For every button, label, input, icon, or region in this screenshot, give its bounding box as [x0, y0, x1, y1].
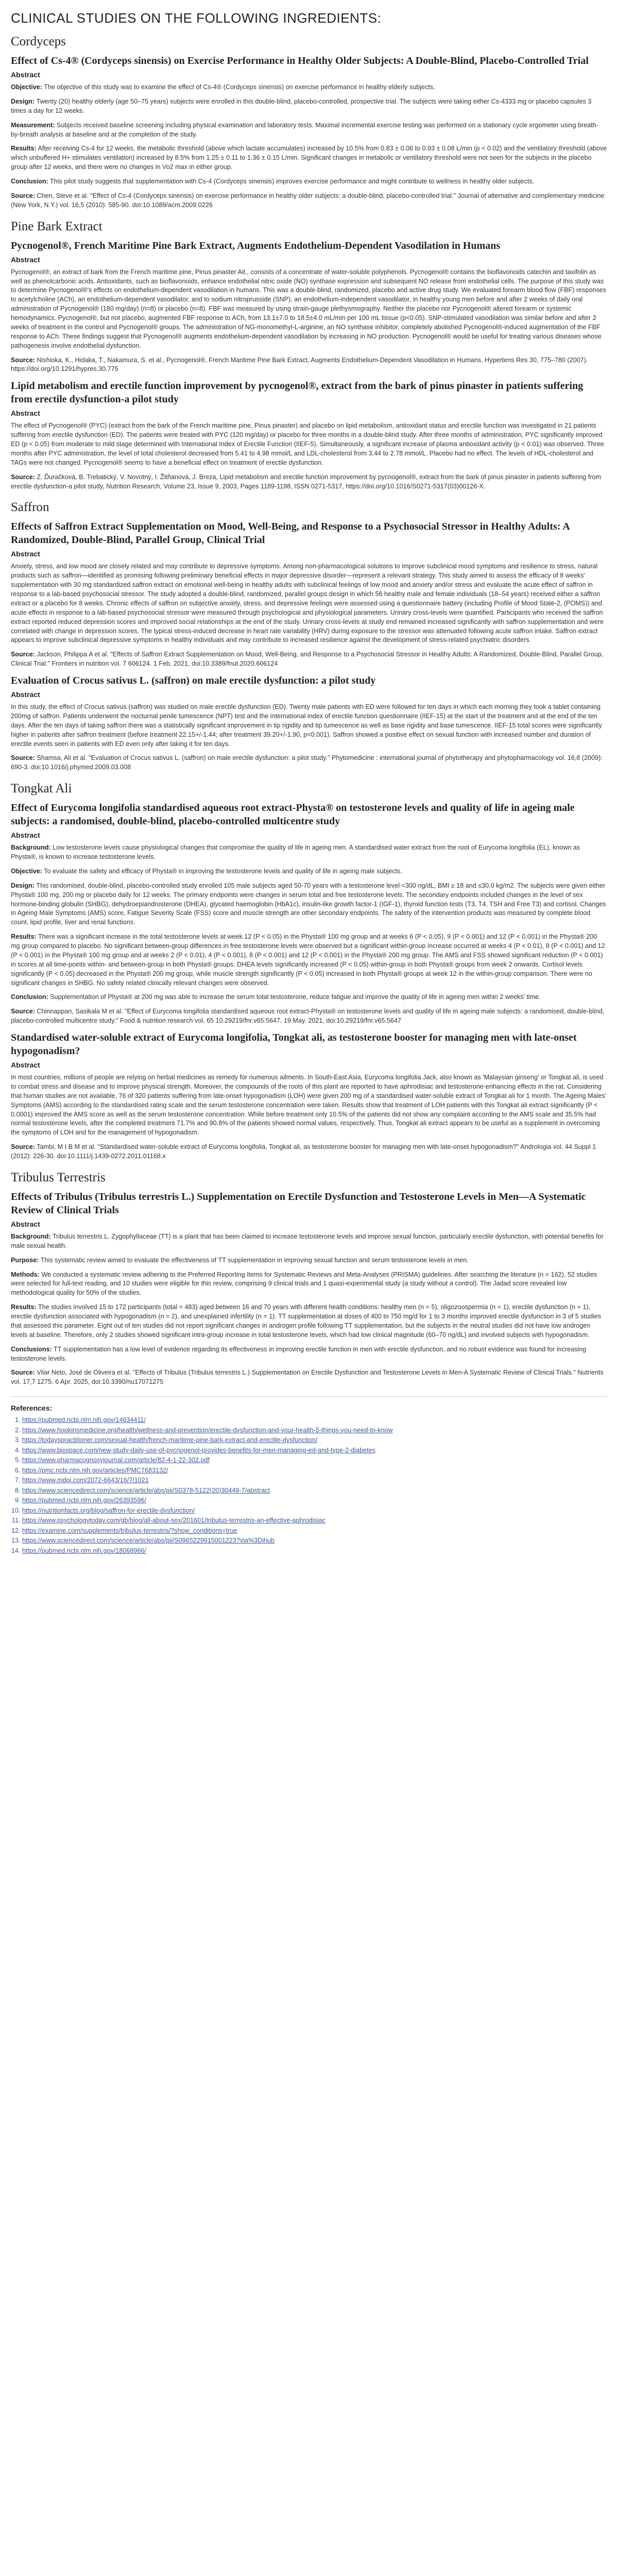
paragraph-text: Jackson, Philippa A et al. "Effects of Saffron Extract Supplementation on Mood, Well-Being, and Response to a Psychosocial Stressor in Healthy Adults: A Randomized, Double-Blind, Parallel Group, Clinical Trial." Frontiers in nutrition vol. 7 606124. 1 Feb. 2021, doi:10.3389/fnut.2020.606124	[11, 651, 604, 668]
reference-item	[22, 1435, 607, 1446]
paragraph-text: To evaluate the safety and efficacy of Physta® in improving the testosterone levels and quality of life in ageing male subjects.	[42, 867, 402, 875]
study-title: Effects of Tribulus (Tribulus terrestris L.) Supplementation on Erectile Dysfunction and Testosterone Levels in Men—A Systematic Review of Clinical Trials	[11, 1191, 586, 1216]
sections-container	[11, 35, 607, 1387]
abstract-paragraph	[11, 703, 607, 749]
paragraph-label: Background:	[11, 1232, 51, 1240]
abstract-heading: Abstract	[11, 1061, 40, 1069]
section-title: Tribulus Terrestris	[11, 1170, 106, 1184]
paragraph-label: Methods:	[11, 1270, 40, 1278]
paragraph-text: In this study, the effect of Crocus sativus (saffron) was studied on male erectile dysfunction (ED). Twenty male patients with ED were followed for ten days in which each morning they took a tablet containing 200mg of saffron. Patients underwent the nocturnal penile tumescence (NPT) test and the international index of erectile function questionnaire (IIEF-15) at the start of the treatment and at the end of the ten days. After the ten days of taking saffron there was a statistically significant improvement in tip rigidity and tip tumescence as well as base rigidity and base tumescence. IIEF-15 total scores were significantly higher in patients after saffron treatment (before treatment 22.15+/-1.44; after treatment 39.20+/-1.90, p<0.001). Saffron showed a positive effect on sexual function with increased number and duration of erectile events seen in patients with ED even only after taking it for ten days.	[11, 703, 602, 748]
abstract-paragraph	[11, 421, 607, 467]
abstract-heading: Abstract	[11, 550, 40, 558]
abstract-paragraph	[11, 993, 607, 1002]
abstract-paragraph	[11, 650, 607, 669]
paragraph-label: Results:	[11, 933, 37, 941]
paragraph-text: Shamsa, Ali et al. "Evaluation of Crocus sativus L. (saffron) on male erectile dysfunction: a pilot study." Phytomedicine : international journal of phytotherapy and phytopharmacology vol. 16,8 (2009): 690-3. doi:10.1016/j.phymed.2009.03.008	[11, 754, 603, 771]
paragraph-text: The objective of this study was to examine the effect of Cs-4® (Cordyceps sinensis) on exercise performance in healthy elderly subjects.	[42, 83, 435, 91]
paragraph-label: Results:	[11, 145, 37, 152]
study-title: Effects of Saffron Extract Supplementation on Mood, Well-Being, and Response to a Psychosocial Stressor in Healthy Adults: A Randomized, Double-Blind, Parallel Group, Clinical Trial	[11, 521, 570, 546]
references-heading: References:	[11, 1404, 53, 1413]
abstract-paragraph	[11, 882, 607, 927]
reference-link[interactable]: https://pubmed.ncbi.nlm.nih.gov/26393596/	[22, 1497, 146, 1504]
abstract-paragraph	[11, 177, 607, 187]
study-title: Effect of Cs-4® (Cordyceps sinensis) on Exercise Performance in Healthy Older Subjects: A Double-Blind, Placebo-Controlled Trial	[11, 55, 589, 66]
reference-link[interactable]: https://todayspractitioner.com/sexual-health/french-maritime-pine-bark-extract-and-erectile-dysfunction/	[22, 1436, 318, 1444]
study	[11, 520, 607, 669]
paragraph-text: Anxiety, stress, and low mood are closely related and may contribute to depressive symptoms. Among non-pharmacological solutions to improve subclinical mood symptoms and resilience to stress, natural products such as saffron—identified as promising following preliminary beneficial effects in major depressive disorder—represent a relevant strategy. This study aimed to assess the efficacy of 8 weeks' supplementation with 30 mg standardized saffron extract on emotional well-being in healthy adults with subclinical feelings of low mood and anxiety and/or stress and evaluate the acute effect of saffron in response to a lab-based psychosocial stressor. The study adopted a double-blind, randomized, parallel groups design in which 56 healthy male and female individuals (18–54 years) received either a saffron extract or a placebo for 8 weeks. Chronic effects of saffron on subjective anxiety, stress, and depressive feelings were assessed using a questionnaire battery (including Profile of Mood State-2, (POMS)) and acute effects in response to a lab-based psychosocial stressor were measured through psychological and physiological parameters. Urinary cross-levels were quantified. Participants who received the saffron extract reported reduced depression scores and improved social relationships at the end of the study. Urinary cross-levels at study end remained increased significantly with saffron supplementation and were correlated with change in depression scores. The typical stress-induced decrease in heart rate variability (HRV) during exposure to the stressor was attenuated following acute saffron intake. Saffron extract appears to improve subclinical depressive symptoms in healthy individuals and may contribute to increased resilience against the development of stress-related psychiatric disorders.	[11, 563, 604, 644]
study	[11, 54, 607, 210]
study-title: Standardised water-soluble extract of Eurycoma longifolia, Tongkat ali, as testosterone booster for managing men with late-onset hypogonadism?	[11, 1032, 577, 1057]
abstract-paragraph	[11, 1143, 607, 1161]
paragraph-label: Conclusion:	[11, 993, 48, 1001]
reference-link[interactable]: https://www.sciencedirect.com/science/article/abs/pii/S0965229915001223?via%3Dihub	[22, 1537, 275, 1545]
abstract-paragraph	[11, 121, 607, 140]
reference-item	[22, 1415, 607, 1426]
reference-link[interactable]: https://www.sciencedirect.com/science/article/abs/pii/S0378-5122(20)30449-7/abstract	[22, 1486, 270, 1494]
paragraph-label: Objective:	[11, 83, 42, 91]
paragraph-text: There was a significant increase in the total testosterone levels at week 12 (P < 0.05) in the Physta® 100 mg group and at weeks 6 (P < 0.05), 9 (P < 0.001) and 12 (P < 0.001) in the Physta® 200 mg group compared to placebo. No significant between-group differences in free testosterone levels were observed but a significant within-group increase occurred at weeks 4 (P < 0.01), 8 (P < 0.001) and 12 (P < 0.001) in the Physta® 100 mg group and at weeks 2 (P < 0.01), 4 (P < 0.001), 8 (P < 0.001) and 12 (P < 0.001) in the Physta® 200 mg group. The AMS and FSS showed significant reduction (P < 0.001) in scores at all time-points within- and between-group in both Physta® groups. DHEA levels significantly increased (P < 0.05) within-group in both Physta® groups from week 2 onwards. Cortisol levels significantly (P < 0.05) decreased in the Physta® 200 mg group, while muscle strength significantly (P < 0.05) increased in both Physta® groups at week 12 in the within-group comparison. There were no significant changes in SHBG. No safety related clinically relevant changes were observed.	[11, 933, 605, 987]
paragraph-text: Twenty (20) healthy elderly (age 50–75 years) subjects were enrolled in this double-blind, placebo-controlled, prospective trial. The subjects were taking either Cs-4333 mg or placebo capsules 3 times a day for 12 weeks.	[11, 97, 592, 114]
paragraph-label: Design:	[11, 97, 35, 105]
paragraph-text: TT supplementation has a low level of evidence regarding its effectiveness in improving erectile function in men with erectile dysfunction, and no robust evidence was found for increasing testosterone levels.	[11, 1345, 587, 1362]
study	[11, 1031, 607, 1161]
study	[11, 239, 607, 375]
abstract-paragraph	[11, 1368, 607, 1387]
abstract-paragraph	[11, 356, 607, 375]
paragraph-label: Source:	[11, 1008, 35, 1015]
paragraph-label: Source:	[11, 754, 35, 762]
abstract-paragraph	[11, 1007, 607, 1026]
paragraph-text: Nishioka, K., Hidaka, T., Nakamura, S. et al., Pycnogenol®, French Maritime Pine Bark Extract, Augments Endothelium-Dependent Vasodilation in Humans. Hypertens Res 30, 775–780 (2007). https://doi.org/10.1291/hypres.30.775	[11, 356, 588, 373]
section-title: Tongkat Ali	[11, 782, 72, 796]
abstract-paragraph	[11, 473, 607, 492]
paragraph-text: Pycnogenol®, an extract of bark from the French maritime pine, Pinus pinaster Ait., consists of a concentrate of water-soluble polyphenols. Pycnogenol® contains the bioflavonoids catechin and taxifolin as well as phenolcarbonic acids. Antioxidants, such as bioflavonoids, enhance endothelial nitric oxide (NO) synthase expression and subsequent NO release from endothelial cells. The purpose of this study was to determine Pycnogenol®'s effects on endothelium-dependent vasodilation in humans. This was a double-blind, randomized, placebo and active drug study. We evaluated forearm blood flow (FBF) responses to acetylcholine (ACh), an endothelium-dependent vasodilator, and to sodium nitroprusside (SNP), an endothelium-independent vasodilator, in healthy young men before and after 2 weeks of daily oral administration of Pycnogenol® (180 mg/day) (n=8) or placebo (n=8). FBF was measured by using strain-gauge plethysmography. Neither the placebo nor Pycnogenol® altered forearm or systemic hemodynamics. Pycnogenol®, but not placebo, augmented FBF response to ACh, from 13.1±7.0 to 18.5±4.0 mL/min per 100 mL tissue (p<0.05). SNP-stimulated vasodilation was similar before and after 2 weeks of treatment in the control and Pycnogenol® groups. The administration of NG-monomethyl-L-arginine, an NO synthase inhibitor, completely abolished Pycnogenol®-induced augmentation of the FBF response to ACh. These findings suggest that Pycnogenol® augments endothelium-dependent vasodilation by increasing in NO production. Pycnogenol® would be useful for treating various diseases whose pathogenesis involve endothelial dysfunction.	[11, 268, 607, 349]
abstract-paragraph	[11, 933, 607, 988]
reference-link[interactable]: https://pubmed.ncbi.nlm.nih.gov/14634411/	[22, 1416, 146, 1424]
study-title: Effect of Eurycoma longifolia standardised aqueous root extract-Physta® on testosterone levels and quality of life in ageing male subjects: a randomised, double-blind, placebo-controlled multicentre study	[11, 802, 575, 827]
reference-item	[22, 1455, 607, 1466]
paragraph-text: The studies involved 15 to 172 participants (total = 483) aged between 16 and 70 years with different health conditions: healthy men (n = 5), oligozoospermia (n = 1), erectile dysfunction (n = 1), erectile dysfunction associated with hypogonadism (n = 2), and unexplained infertility (n = 1). TT supplementation at doses of 400 to 750 mg/d for 1 to 3 months improved erectile dysfunction in 3 of 5 studies that assessed this parameter. Eight out of ten studies did not report significant changes in androgen profile following TT supplementation, but the subjects in the neutral studies did not have low androgen levels at baseline. Therefore, only 2 studies showed significant intra-group increase in total testosterone levels, which had low clinical magnitude (60–70 ng/dL) and involved subjects with hypogonadism.	[11, 1303, 602, 1338]
abstract-heading: Abstract	[11, 409, 40, 418]
paragraph-label: Background:	[11, 844, 51, 852]
study	[11, 379, 607, 491]
section-title: Saffron	[11, 500, 49, 515]
abstract-paragraph	[11, 97, 607, 116]
abstract-paragraph	[11, 1345, 607, 1364]
reference-link[interactable]: https://www.hopkinsmedicine.org/health/wellness-and-prevention/erectile-dysfunction-and-your-health-5-things-you-need-to-know	[22, 1426, 393, 1434]
paragraph-label: Source:	[11, 192, 35, 199]
paragraph-text: Vilar Neto, José de Oliveira et al. "Effects of Tribulus (Tribulus terrestris L.) Supplementation on Erectile Dysfunction and Testosterone Levels in Men-A Systematic Review of Clinical Trials." Nutrients vol. 17,7 1275. 6 Apr. 2025, doi:10.3390/nu17071275	[11, 1369, 604, 1386]
reference-item	[22, 1486, 607, 1496]
reference-item	[22, 1536, 607, 1546]
abstract-paragraph	[11, 1232, 607, 1251]
references-divider	[11, 1396, 607, 1397]
reference-link[interactable]: https://pmc.ncbi.nlm.nih.gov/articles/PMC7683132/	[22, 1466, 168, 1474]
paragraph-text: This randomised, double-blind, placebo-controlled study enrolled 105 male subjects aged 50-70 years with a testosterone level <300 ng/dL, BMI ≥ 18 and ≤30.0 kg/m2. The subjects were given either Physta® 100 mg, 200 mg or placebo daily for 12 weeks. The primary endpoints were changes in serum total and free testosterone levels. The secondary endpoints included changes in the level of sex hormone-binding globulin (SHBG), dehydroepiandrosterone (DHEA), glycated haemoglobin (HbA1c), insulin-like growth factor-1 (IGF-1), thyroid function tests (T3, T4, TSH and Free T3) and cortisol. Changes in Ageing Male Symptoms (AMS) score, Fatigue Severity Scale (FSS) score and muscle strength are other secondary endpoints. The safety of the intervention products was measured by complete blood count, lipid profile, liver and renal functions.	[11, 882, 606, 926]
study-title: Lipid metabolism and erectile function improvement by pycnogenol®, extract from the bark of pinus pinaster in patients suffering from erectile dysfunction-a pilot study	[11, 380, 583, 405]
paragraph-label: Source:	[11, 356, 35, 364]
reference-link[interactable]: https://www.psychologytoday.com/gb/blog/all-about-sex/201601/tribulus-terrestris-an-effective-aphrodisiac	[22, 1517, 325, 1524]
paragraph-text: This systematic review aimed to evaluate the effectiveness of TT supplementation in improving sexual function and serum testosterone levels in men.	[39, 1256, 469, 1264]
reference-item	[22, 1466, 607, 1476]
paragraph-label: Purpose:	[11, 1256, 39, 1264]
reference-item	[22, 1546, 607, 1556]
paragraph-text: Z. Ďuračková, B. Trebatický, V. Novotný, I. Žitňanová, J. Breza, Lipid metabolism and erectile function improvement by pycnogenol®, extract from the bark of pinus pinaster in patients suffering from erectile dysfunction-a pilot study, Nutrition Research, Volume 23, Issue 9, 2003, Pages 1189-1198, ISSN 0271-5317, https://doi.org/10.1016/S0271-5317(03)00126-X.	[11, 473, 602, 490]
paragraph-label: Source:	[11, 473, 35, 481]
paragraph-text: This pilot study suggests that supplementation with Cs-4 (Cordyceps sinensis) improves exercise performance and might contribute to wellness in healthy older subjects.	[48, 178, 535, 185]
abstract-heading: Abstract	[11, 690, 40, 699]
references-list	[11, 1415, 607, 1556]
paragraph-text: Tambi, M I B M et al. "Standardised water-soluble extract of Eurycoma longifolia, Tongkat ali, as testosterone booster for managing men with late-onset hypogonadism?" Andrologia vol. 44 Suppl 1 (2012): 226-30. doi:10.1111/j.1439-0272.2011.01168.x	[11, 1143, 596, 1160]
paragraph-text: Chen, Steve et al. "Effect of Cs-4 (Cordyceps sinensis) on exercise performance in healthy older subjects: a double-blind, placebo-controlled trial." Journal of alternative and complementary medicine (New York, N.Y.) vol. 16,5 (2010): 585-90. doi:10.1089/acm.2009.0226	[11, 192, 605, 209]
study	[11, 801, 607, 1026]
abstract-paragraph	[11, 268, 607, 351]
abstract-paragraph	[11, 1073, 607, 1138]
paragraph-text: Supplementation of Physta® at 200 mg was able to increase the serum total testosterone, reduce fatigue and improve the quality of life in ageing men within 2 weeks' time.	[48, 993, 541, 1001]
paragraph-label: Source:	[11, 1369, 35, 1377]
reference-item	[22, 1426, 607, 1436]
reference-item	[22, 1476, 607, 1486]
paragraph-label: Results:	[11, 1303, 37, 1311]
paragraph-label: Conclusions:	[11, 1345, 52, 1353]
study	[11, 674, 607, 772]
paragraph-text: We conducted a systematic review adhering to the Preferred Reporting Items for Systematic Reviews and Meta-Analyses (PRISMA) guidelines. After searching the literature (n = 162), 52 studies were selected for full-text reading, and 10 studies were eligible for this review, comprising 9 clinical trials and 1 quasi-experimental study (a study without a control). The Jadad score revealed low methodological quality for 50% of the studies.	[11, 1270, 597, 1297]
reference-item	[22, 1506, 607, 1516]
study-title: Evaluation of Crocus sativus L. (saffron) on male erectile dysfunction: a pilot study	[11, 675, 376, 686]
paragraph-text: The effect of Pycnogenol® (PYC) (extract from the bark of the French maritime pine, Pinus pinaster) and placebo on lipid metabolism, antioxidant status and erectile function was investigated in 21 patients suffering from erectile dysfunction (ED). The patients were treated with PYC (120 mg/day) or placebo for three months in a double-blind study. After three months of administration, PYC significantly improved ED (p < 0.05) from moderate to mild stage determined with International Index of Erectile Function (IIEF-5). Simultaneously, a significant increase of plasma antioxidant activity (p < 0.01) was observed. Three months after PYC administration, the level of total cholesterol decreased from 5.41 to 4.98 mmol/L and LDL-cholesterol from 3.44 to 2.78 mmol/L. Placebo had no effect. The levels of HDL-cholesterol and TAGs were not changed. Pycnogenol® seems to have a beneficial effect on treatment of erectile dysfunction.	[11, 422, 604, 466]
paragraph-label: Conclusion:	[11, 178, 48, 185]
abstract-paragraph	[11, 754, 607, 772]
paragraph-text: Tribulus terrestris L. Zygophyllaceae (TT) is a plant that has been claimed to increase testosterone levels and improve sexual function, particularly erectile dysfunction, with potential benefits for male sexual health.	[11, 1232, 604, 1249]
abstract-paragraph	[11, 144, 607, 172]
abstract-paragraph	[11, 562, 607, 645]
study	[11, 1190, 607, 1387]
abstract-heading: Abstract	[11, 255, 40, 264]
abstract-paragraph	[11, 843, 607, 862]
abstract-paragraph	[11, 1256, 607, 1265]
paragraph-text: Subjects received baseline screening including physical examination and laboratory tests. Maximal incremental exercise testing was performed on a stationary cycle ergometer using breath-by-breath analysis at baseline and at the completion of the study.	[11, 121, 598, 138]
abstract-paragraph	[11, 867, 607, 876]
paragraph-text: In most countries, millions of people are relying on herbal medicines as remedy for numerous ailments. In South-East Asia, Eurycoma longifolia Jack, also known as 'Malaysian ginseng' or Tongkat ali, is used to combat stress and disease and to improve physical strength. Moreover, the compounds of the roots of this plant are reported to have aphrodisiac and testosterone-enhancing effects in the rat. Considering that human studies are not available, 76 of 320 patients suffering from late-onset hypogonadism (LOH) were given 200 mg of a standardised water-soluble extract of Tongkat ali for 1 month. The Ageing Males' Symptoms (AMS) according to the standardised rating scale and the serum testosterone concentration were taken. Results show that treatment of LOH patients with this Tongkat ali extract significantly (P < 0.0001) improved the AMS score as well as the serum testosterone concentration. While before treatment only 10.5% of the patients did not show any complaint according to the AMS scale and 35.5% had normal testosterone levels, after the completed treatment 71.7% and 90.8% of the patients showed normal values, respectively. Thus, Tongkat ali extract appears to be useful as a supplement in overcoming the symptoms of LOH and for the management of hypogonadism.	[11, 1074, 607, 1137]
section-title: Pine Bark Extract	[11, 219, 102, 233]
abstract-heading: Abstract	[11, 71, 40, 79]
abstract-paragraph	[11, 83, 607, 92]
paragraph-label: Objective:	[11, 867, 42, 875]
reference-item	[22, 1526, 607, 1536]
reference-item	[22, 1446, 607, 1456]
reference-link[interactable]: https://www.pharmacognosyjournal.com/article/82-4-1-22-302.pdf	[22, 1456, 210, 1464]
reference-link[interactable]: https://www.biospace.com/new-study-daily-use-of-pycnogenol-provides-benefits-for-men-managing-ed-and-type-2-diabetes	[22, 1446, 375, 1454]
page-title: CLINICAL STUDIES ON THE FOLLOWING INGREDIENTS:	[11, 10, 382, 26]
study-title: Pycnogenol®, French Maritime Pine Bark Extract, Augments Endothelium-Dependent Vasodilation in Humans	[11, 240, 501, 251]
abstract-paragraph	[11, 192, 607, 210]
paragraph-text: Chinnappan, Sasikala M et al. "Effect of Eurycoma longifolia standardised aqueous root extract-Physta® on testosterone levels and quality of life in ageing male subjects: a randomised, double-blind, placebo-controlled multicentre study." Food & nutrition research vol. 65 10.29219/fnr.v65.5647. 19 May. 2021, doi:10.29219/fnr.v65.5647	[11, 1008, 605, 1025]
reference-link[interactable]: https://pubmed.ncbi.nlm.nih.gov/18068966/	[22, 1547, 146, 1554]
abstract-heading: Abstract	[11, 1219, 40, 1228]
section-title: Cordyceps	[11, 35, 66, 48]
reference-link[interactable]: https://www.mdpi.com/2072-6643/16/7/1021	[22, 1477, 149, 1484]
paragraph-label: Source:	[11, 651, 35, 658]
reference-link[interactable]: https://examine.com/supplements/tribulus-terrestris/?show_conditions=true	[22, 1527, 237, 1534]
paragraph-label: Design:	[11, 882, 35, 889]
paragraph-text: Low testosterone levels cause physiological changes that compromise the quality of life in ageing men. A standardised water extract from the root of Eurycoma longifolia (EL), known as Physta®, is known to increase testosterone levels.	[11, 844, 580, 860]
paragraph-label: Measurement:	[11, 121, 55, 129]
reference-item	[22, 1496, 607, 1506]
abstract-paragraph	[11, 1270, 607, 1298]
paragraph-text: After receiving Cs-4 for 12 weeks, the metabolic threshold (above which lactate accumulates) increased by 10.5% from 0.83 ± 0.06 to 0.93 ± 0.08 L/min (p < 0.02) and the ventilatory threshold (above which unbuffered H+ stimulates ventilation) increased by 8.5% from 1.25 ± 0.11 to 1.36 ± 0.15 L/min. Significant changes in metabolic or ventilatory threshold were not seen for the subjects in the placebo group after 12 weeks, and there were no changes in Vo2 max in either group.	[11, 145, 607, 171]
abstract-heading: Abstract	[11, 831, 40, 840]
paragraph-label: Source:	[11, 1143, 35, 1151]
abstract-paragraph	[11, 1303, 607, 1340]
reference-link[interactable]: https://nutritionfacts.org/blog/saffron-for-erectile-dysfunction/	[22, 1506, 195, 1514]
reference-item	[22, 1516, 607, 1526]
